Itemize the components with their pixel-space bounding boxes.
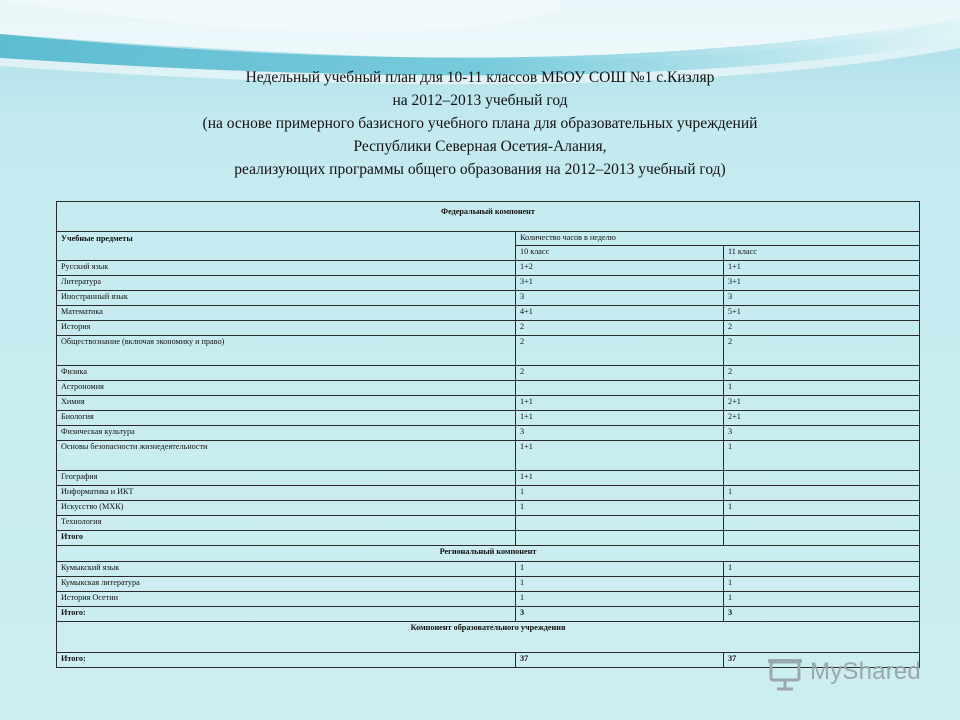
subject-cell: Обществознание (включая экономику и право)	[57, 336, 516, 366]
subject-cell: Кумыкская литература	[57, 577, 516, 592]
subject-cell: Литература	[57, 276, 516, 291]
subject-cell: Астрономия	[57, 381, 516, 396]
school-component-header: Компонент образовательного учреждения	[57, 622, 920, 653]
grade10-hours-cell: 1	[516, 577, 724, 592]
grade10-hours-cell: 1+1	[516, 471, 724, 486]
subject-cell: Кумыкский язык	[57, 562, 516, 577]
grade11-header: 11 класс	[724, 246, 920, 261]
table-row	[57, 321, 920, 336]
table-row	[57, 486, 920, 501]
grade11-hours-cell: 3	[724, 426, 920, 441]
total-label-cell: Итого:	[57, 607, 516, 622]
subject-cell: Физическая культура	[57, 426, 516, 441]
grade11-hours-cell: 1	[724, 486, 920, 501]
subject-cell: Физика	[57, 366, 516, 381]
grade10-hours-cell: 3	[516, 291, 724, 306]
grade11-hours-cell: 2+1	[724, 396, 920, 411]
table-row	[57, 291, 920, 306]
grade10-hours-cell	[516, 381, 724, 396]
grade11-hours-cell: 1	[724, 441, 920, 471]
hours-header: Количество часов в неделю	[516, 232, 920, 246]
total-grade11-cell: 37	[724, 653, 920, 668]
regional-total-row	[57, 607, 920, 622]
grade10-hours-cell: 1+1	[516, 441, 724, 471]
grade10-hours-cell: 2	[516, 321, 724, 336]
table-row	[57, 516, 920, 531]
grade11-hours-cell: 3+1	[724, 276, 920, 291]
grade10-hours-cell: 4+1	[516, 306, 724, 321]
presentation-board-icon	[766, 656, 804, 692]
table-row	[57, 336, 920, 366]
curriculum-table	[56, 201, 920, 668]
subject-cell: Русский язык	[57, 261, 516, 276]
subject-cell: Технология	[57, 516, 516, 531]
watermark-text: MyShared	[810, 658, 921, 685]
subject-cell: Искусство (МХК)	[57, 501, 516, 516]
table-header-row	[57, 232, 920, 246]
title-line-5: реализующих программы общего образования на 2012–2013 учебный год)	[234, 161, 726, 178]
grade10-hours-cell: 1	[516, 562, 724, 577]
total-grade10-cell: 37	[516, 653, 724, 668]
grade10-hours-cell	[516, 516, 724, 531]
grade10-hours-cell: 1	[516, 592, 724, 607]
table-row	[57, 577, 920, 592]
grade10-hours-cell: 2	[516, 366, 724, 381]
grade11-hours-cell: 2	[724, 366, 920, 381]
subject-cell: Математика	[57, 306, 516, 321]
total-grade11-cell: 3	[724, 607, 920, 622]
subject-cell: Основы безопасности жизнедеятельности	[57, 441, 516, 471]
grade10-hours-cell: 3+1	[516, 276, 724, 291]
grade10-hours-cell: 2	[516, 336, 724, 366]
title-line-4: Республики Северная Осетия-Алания,	[353, 138, 607, 155]
subject-cell: Биология	[57, 411, 516, 426]
table-row	[57, 426, 920, 441]
table-row	[57, 562, 920, 577]
table-row	[57, 306, 920, 321]
grade10-hours-cell: 1	[516, 486, 724, 501]
subject-cell: Химия	[57, 396, 516, 411]
grade11-hours-cell	[724, 471, 920, 486]
subject-cell: Иностранный язык	[57, 291, 516, 306]
table-row	[57, 396, 920, 411]
grade11-hours-cell: 5+1	[724, 306, 920, 321]
title-line-1: Недельный учебный план для 10-11 классов МБОУ СОШ №1 с.Кизляр	[245, 69, 715, 86]
grade11-hours-cell: 2	[724, 336, 920, 366]
total-label-cell: Итого:	[57, 653, 516, 668]
table-row	[57, 276, 920, 291]
table-row	[57, 261, 920, 276]
school-component-header-row	[57, 622, 920, 653]
grade11-hours-cell: 3	[724, 291, 920, 306]
grade11-hours-cell: 2+1	[724, 411, 920, 426]
myshared-watermark	[766, 656, 926, 696]
federal-total-row	[57, 531, 920, 546]
grade10-header: 10 класс	[516, 246, 724, 261]
total-grade10-cell: 3	[516, 607, 724, 622]
grade11-hours-cell	[724, 516, 920, 531]
total-grade10-cell	[516, 531, 724, 546]
subject-cell: География	[57, 471, 516, 486]
grade10-hours-cell: 1+1	[516, 396, 724, 411]
federal-component-header: Федеральный компонент	[57, 202, 920, 232]
grade11-hours-cell: 1+1	[724, 261, 920, 276]
grade11-hours-cell: 1	[724, 592, 920, 607]
table-row	[57, 592, 920, 607]
table-row	[57, 381, 920, 396]
page-title	[40, 66, 920, 181]
grade11-hours-cell: 1	[724, 577, 920, 592]
grade11-hours-cell: 1	[724, 381, 920, 396]
grade11-hours-cell: 1	[724, 562, 920, 577]
subject-cell: Информатика и ИКТ	[57, 486, 516, 501]
table-row	[57, 366, 920, 381]
table-row	[57, 441, 920, 471]
subject-cell: История	[57, 321, 516, 336]
total-grade11-cell	[724, 531, 920, 546]
grade10-hours-cell: 3	[516, 426, 724, 441]
table-row	[57, 411, 920, 426]
grade10-hours-cell: 1+2	[516, 261, 724, 276]
title-line-3: (на основе примерного базисного учебного плана для образовательных учреждений	[202, 115, 758, 132]
table-row	[57, 471, 920, 486]
grade10-hours-cell: 1	[516, 501, 724, 516]
federal-component-row	[57, 202, 920, 232]
title-line-2: на 2012–2013 учебный год	[392, 92, 568, 109]
grade11-hours-cell: 2	[724, 321, 920, 336]
subjects-header: Учебные предметы	[57, 232, 516, 261]
subject-cell: История Осетии	[57, 592, 516, 607]
grade11-hours-cell: 1	[724, 501, 920, 516]
regional-component-header-row	[57, 546, 920, 562]
table-row	[57, 501, 920, 516]
total-label-cell: Итого	[57, 531, 516, 546]
grade10-hours-cell: 1+1	[516, 411, 724, 426]
regional-component-header: Региональный компонент	[57, 546, 920, 562]
